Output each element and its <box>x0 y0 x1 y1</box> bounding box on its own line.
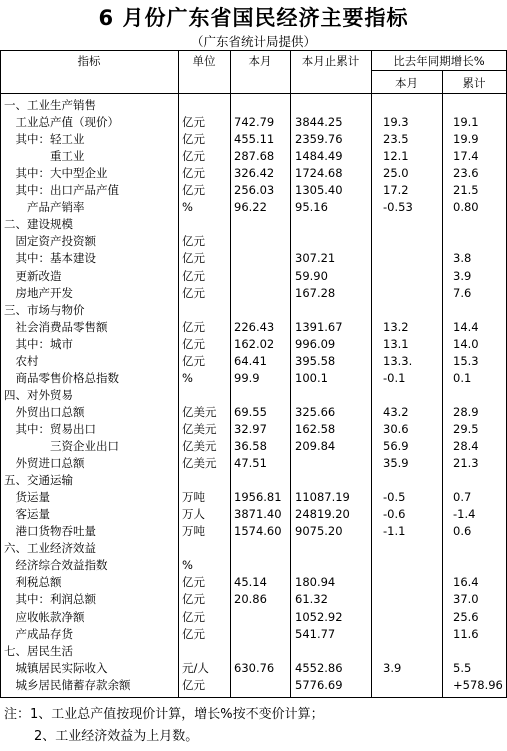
unit-cell: 亿元 <box>182 677 205 692</box>
table-row <box>0 455 507 472</box>
unit-cell: 亿元 <box>182 132 205 147</box>
unit-cell: 亿元 <box>182 251 205 266</box>
table-row <box>0 404 507 421</box>
table-row <box>0 387 507 404</box>
yoy-cumulative-value: 19.1 <box>453 115 479 130</box>
table-row <box>0 370 507 387</box>
month-value: 1956.81 <box>234 490 282 505</box>
month-value: 64.41 <box>234 353 267 368</box>
unit-cell: % <box>182 370 193 385</box>
page-subtitle: （广东省统计局提供） <box>190 34 316 49</box>
unit-cell: 亿美元 <box>182 404 217 419</box>
indicator-name: 七、居民生活 <box>4 643 73 658</box>
yoy-month-value: 13.2 <box>383 319 409 334</box>
header-mid-border <box>371 70 507 71</box>
indicator-name: 其中：基本建设 <box>4 251 96 266</box>
yoy-cumulative-value: 21.3 <box>453 456 479 471</box>
table-row <box>0 353 507 370</box>
indicator-name: 城乡居民储蓄存款余额 <box>4 677 131 692</box>
cumulative-value: 1052.92 <box>295 609 343 624</box>
yoy-cumulative-value: 0.7 <box>453 490 472 505</box>
yoy-cumulative-value: 16.4 <box>453 575 479 590</box>
yoy-cumulative-value: 7.6 <box>453 285 472 300</box>
cumulative-value: 1391.67 <box>295 319 343 334</box>
indicator-name: 商品零售价格总指数 <box>4 370 119 385</box>
cumulative-value: 100.1 <box>295 370 328 385</box>
cumulative-value: 11087.19 <box>295 490 350 505</box>
yoy-month-value: 19.3 <box>383 115 409 130</box>
month-value: 226.43 <box>234 319 275 334</box>
unit-cell: % <box>182 200 193 215</box>
unit-cell: 亿元 <box>182 166 205 181</box>
cumulative-value: 1484.49 <box>295 149 343 164</box>
yoy-cumulative-value: 3.9 <box>453 268 472 283</box>
header-cumulative: 本月止累计 <box>301 54 360 68</box>
footnote-1: 注：1、工业总产值按现价计算，增长%按不变价计算； <box>4 707 324 722</box>
header-month: 本月 <box>248 54 272 68</box>
table-row <box>0 268 507 285</box>
table-row <box>0 591 507 608</box>
header-unit: 单位 <box>192 54 216 68</box>
cumulative-value: 24819.20 <box>295 507 350 522</box>
cumulative-value: 1305.40 <box>295 183 343 198</box>
indicator-table <box>0 50 507 698</box>
table-row <box>0 660 507 677</box>
yoy-cumulative-value: 5.5 <box>453 660 472 675</box>
yoy-cumulative-value: 15.3 <box>453 353 479 368</box>
table-row <box>0 489 507 506</box>
unit-cell: 亿美元 <box>182 421 217 436</box>
cumulative-value: 541.77 <box>295 626 336 641</box>
table-row <box>0 165 507 182</box>
indicator-name: 其中：城市 <box>4 336 73 351</box>
unit-cell: 元/人 <box>182 660 209 675</box>
cumulative-value: 3844.25 <box>295 115 343 130</box>
cumulative-value: 162.58 <box>295 421 336 436</box>
cumulative-value: 209.84 <box>295 439 336 453</box>
cumulative-value: 4552.86 <box>295 660 343 675</box>
month-value: 96.22 <box>234 200 267 215</box>
yoy-cumulative-value: 21.5 <box>453 183 479 198</box>
yoy-cumulative-value: 0.6 <box>453 524 472 539</box>
yoy-cumulative-value: 11.6 <box>453 626 479 641</box>
month-value: 36.58 <box>234 439 267 453</box>
table-row <box>0 609 507 626</box>
cumulative-value: 95.16 <box>295 200 328 215</box>
yoy-cumulative-value: 37.0 <box>453 592 479 607</box>
indicator-name: 更新改造 <box>4 268 62 283</box>
table-row <box>0 114 507 131</box>
yoy-cumulative-value: 14.0 <box>453 336 479 351</box>
yoy-month-value: 56.9 <box>383 439 409 453</box>
header-yoy: 比去年同期增长% <box>393 54 485 68</box>
table-bottom-border <box>0 697 507 698</box>
indicator-name: 货运量 <box>4 490 50 505</box>
yoy-cumulative-value: +578.96 <box>453 677 503 692</box>
indicator-name: 其中：利润总额 <box>4 592 96 607</box>
yoy-cumulative-value: 25.6 <box>453 609 479 624</box>
yoy-cumulative-value: 28.4 <box>453 439 479 453</box>
yoy-cumulative-value: 28.9 <box>453 404 479 419</box>
unit-cell: 万吨 <box>182 490 205 505</box>
indicator-name: 四、对外贸易 <box>4 387 73 402</box>
unit-cell: 亿元 <box>182 285 205 300</box>
table-row <box>0 131 507 148</box>
month-value: 47.51 <box>234 456 267 471</box>
month-value: 287.68 <box>234 149 275 164</box>
table-row <box>0 540 507 557</box>
cumulative-value: 996.09 <box>295 336 336 351</box>
yoy-month-value: -0.6 <box>383 507 406 522</box>
indicator-name: 产成品存货 <box>4 626 73 641</box>
yoy-cumulative-value: 3.8 <box>453 251 472 266</box>
table-row <box>0 677 507 694</box>
unit-cell: 亿元 <box>182 609 205 624</box>
unit-cell: 亿元 <box>182 353 205 368</box>
month-value: 455.11 <box>234 132 275 147</box>
yoy-cumulative-value: 17.4 <box>453 149 479 164</box>
indicator-name: 二、建设规模 <box>4 217 73 232</box>
month-value: 326.42 <box>234 166 275 181</box>
indicator-name: 社会消费品零售额 <box>4 319 108 334</box>
indicator-name: 三、市场与物价 <box>4 302 85 317</box>
indicator-name: 三资企业出口 <box>4 439 119 453</box>
indicator-name: 其中：贸易出口 <box>4 421 96 436</box>
indicator-name: 外贸进口总额 <box>4 456 85 471</box>
indicator-name: 房地产开发 <box>4 285 73 300</box>
unit-cell: 万人 <box>182 507 205 522</box>
yoy-cumulative-value: 29.5 <box>453 421 479 436</box>
header-indicator: 指标 <box>77 54 101 68</box>
indicator-name: 六、工业经济效益 <box>4 541 96 556</box>
table-row <box>0 97 507 114</box>
month-value: 256.03 <box>234 183 275 198</box>
unit-cell: 亿元 <box>182 592 205 607</box>
cumulative-value: 5776.69 <box>295 677 343 692</box>
cumulative-value: 9075.20 <box>295 524 343 539</box>
unit-cell: 亿元 <box>182 319 205 334</box>
unit-cell: 亿美元 <box>182 456 217 471</box>
unit-cell: 万吨 <box>182 524 205 539</box>
yoy-cumulative-value: 14.4 <box>453 319 479 334</box>
yoy-month-value: 25.0 <box>383 166 409 181</box>
unit-cell: 亿美元 <box>182 439 217 453</box>
yoy-month-value: -1.1 <box>383 524 406 539</box>
yoy-month-value: 23.5 <box>383 132 409 147</box>
indicator-name: 工业总产值（现价） <box>4 115 119 130</box>
indicator-name: 客运量 <box>4 507 50 522</box>
indicator-name: 五、交通运输 <box>4 473 73 488</box>
indicator-name: 产品产销率 <box>4 200 85 215</box>
indicator-name: 其中：大中型企业 <box>4 166 108 181</box>
table-row <box>0 148 507 165</box>
header-bottom-border <box>0 93 507 94</box>
table-row <box>0 421 507 438</box>
yoy-month-value: -0.1 <box>383 370 406 385</box>
unit-cell: 亿元 <box>182 183 205 198</box>
indicator-name: 农村 <box>4 353 39 368</box>
unit-cell: 亿元 <box>182 149 205 164</box>
month-value: 630.76 <box>234 660 275 675</box>
table-row <box>0 472 507 489</box>
table-row <box>0 438 507 455</box>
indicator-name: 利税总额 <box>4 575 62 590</box>
yoy-month-value: 43.2 <box>383 404 409 419</box>
month-value: 45.14 <box>234 575 267 590</box>
table-row <box>0 285 507 302</box>
yoy-month-value: 35.9 <box>383 456 409 471</box>
table-top-border <box>0 50 507 51</box>
page-title: 6 月份广东省国民经济主要指标 <box>98 6 409 30</box>
month-value: 20.86 <box>234 592 267 607</box>
cumulative-value: 59.90 <box>295 268 328 283</box>
month-value: 742.79 <box>234 115 275 130</box>
yoy-cumulative-value: 19.9 <box>453 132 479 147</box>
table-row <box>0 506 507 523</box>
unit-cell: 亿元 <box>182 115 205 130</box>
table-row <box>0 626 507 643</box>
cumulative-value: 307.21 <box>295 251 336 266</box>
month-value: 3871.40 <box>234 507 282 522</box>
indicator-name: 城镇居民实际收入 <box>4 660 108 675</box>
indicator-name: 其中：出口产品产值 <box>4 183 119 198</box>
yoy-cumulative-value: -1.4 <box>453 507 476 522</box>
yoy-cumulative-value: 0.1 <box>453 370 472 385</box>
indicator-name: 一、工业生产销售 <box>4 98 96 112</box>
cumulative-value: 2359.76 <box>295 132 343 147</box>
table-row <box>0 523 507 540</box>
table-row <box>0 302 507 319</box>
header-yoy-month: 本月 <box>395 76 418 90</box>
yoy-cumulative-value: 0.80 <box>453 200 479 215</box>
table-row <box>0 182 507 199</box>
cumulative-value: 167.28 <box>295 285 336 300</box>
unit-cell: 亿元 <box>182 336 205 351</box>
table-row <box>0 557 507 574</box>
yoy-month-value: 17.2 <box>383 183 409 198</box>
yoy-month-value: 13.1 <box>383 336 409 351</box>
unit-cell: 亿元 <box>182 626 205 641</box>
indicator-name: 经济综合效益指数 <box>4 558 108 573</box>
indicator-name: 应收帐款净额 <box>4 609 85 624</box>
month-value: 69.55 <box>234 404 267 419</box>
unit-cell: 亿元 <box>182 234 205 249</box>
cumulative-value: 180.94 <box>295 575 336 590</box>
cumulative-value: 325.66 <box>295 404 336 419</box>
indicator-name: 外贸出口总额 <box>4 404 85 419</box>
cumulative-value: 61.32 <box>295 592 328 607</box>
yoy-cumulative-value: 23.6 <box>453 166 479 181</box>
month-value: 1574.60 <box>234 524 282 539</box>
yoy-month-value: 30.6 <box>383 421 409 436</box>
table-row <box>0 233 507 250</box>
yoy-month-value: 3.9 <box>383 660 402 675</box>
indicator-name: 重工业 <box>4 149 85 164</box>
yoy-month-value: 12.1 <box>383 149 409 164</box>
table-row <box>0 216 507 233</box>
table-row <box>0 643 507 660</box>
unit-cell: % <box>182 558 193 573</box>
table-row <box>0 199 507 216</box>
indicator-name: 其中：轻工业 <box>4 132 85 147</box>
cumulative-value: 395.58 <box>295 353 336 368</box>
month-value: 32.97 <box>234 421 267 436</box>
indicator-name: 港口货物吞吐量 <box>4 524 96 539</box>
yoy-month-value: -0.53 <box>383 200 413 215</box>
table-row <box>0 574 507 591</box>
month-value: 162.02 <box>234 336 275 351</box>
unit-cell: 亿元 <box>182 268 205 283</box>
yoy-month-value: -0.5 <box>383 490 406 505</box>
indicator-name: 固定资产投资额 <box>4 234 96 249</box>
table-row <box>0 319 507 336</box>
month-value: 99.9 <box>234 370 260 385</box>
unit-cell: 亿元 <box>182 575 205 590</box>
table-row <box>0 250 507 267</box>
header-yoy-cumulative: 累计 <box>462 76 486 90</box>
footnotes <box>4 704 324 748</box>
table-row <box>0 336 507 353</box>
footnote-2: 2、工业经济效益为上月数。 <box>34 729 199 744</box>
cumulative-value: 1724.68 <box>295 166 343 181</box>
yoy-month-value: 13.3. <box>383 353 413 368</box>
